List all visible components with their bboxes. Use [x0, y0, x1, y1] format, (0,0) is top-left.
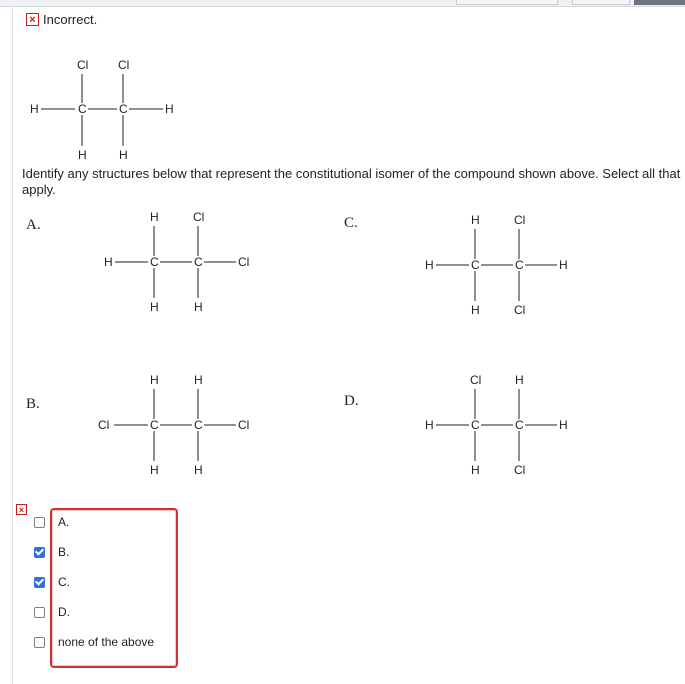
main-structure: [30, 58, 174, 162]
checkbox[interactable]: [34, 517, 45, 528]
question-text: Identify any structures below that represent the constitutional isomer of the compound shown above. Select all that apply.: [22, 166, 681, 197]
atom-label: H: [194, 463, 203, 477]
atom-label: H: [150, 463, 159, 477]
atom-label: H: [471, 463, 480, 477]
atom-label: Cl: [514, 213, 526, 227]
answer-option-c[interactable]: [34, 575, 70, 589]
atom-label: C: [119, 102, 128, 116]
atom-label: H: [150, 300, 159, 314]
atom-label: C: [78, 102, 87, 116]
atom-label: H: [471, 213, 480, 227]
answer-option-none[interactable]: [34, 635, 154, 649]
atom-label: H: [471, 303, 480, 317]
structure-b: [98, 373, 249, 477]
atom-label: H: [119, 148, 128, 162]
atom-label: C: [194, 255, 203, 269]
atom-label: H: [194, 373, 203, 387]
atom-label: Cl: [470, 373, 482, 387]
structure-d: [425, 373, 568, 477]
atom-label: H: [165, 102, 174, 116]
option-letter-c: C.: [344, 215, 358, 231]
atom-label: C: [150, 255, 159, 269]
option-letter-a: A.: [26, 217, 41, 233]
checkbox-checked[interactable]: [34, 577, 45, 588]
atom-label: H: [78, 148, 87, 162]
checkbox[interactable]: [34, 637, 45, 648]
answer-option-d[interactable]: [34, 605, 70, 619]
atom-label: C: [515, 418, 524, 432]
answer-option-a[interactable]: [34, 515, 69, 529]
atom-label: H: [194, 300, 203, 314]
checkbox-checked[interactable]: [34, 547, 45, 558]
atom-label: H: [30, 102, 39, 116]
atom-label: Cl: [238, 255, 250, 269]
answer-label: C.: [58, 575, 70, 589]
atom-label: H: [150, 210, 159, 224]
atom-label: H: [425, 418, 434, 432]
structure-c: [425, 213, 568, 317]
atom-label: Cl: [514, 303, 526, 317]
atom-label: H: [104, 255, 113, 269]
answer-label: A.: [58, 515, 70, 529]
atom-label: H: [559, 418, 568, 432]
option-letter-b: B.: [26, 396, 40, 412]
atom-label: C: [515, 258, 524, 272]
atom-label: Cl: [77, 58, 89, 72]
answer-label: none of the above: [58, 635, 155, 649]
atom-label: H: [150, 373, 159, 387]
atom-label: C: [194, 418, 203, 432]
atom-label: C: [471, 258, 480, 272]
checkbox[interactable]: [34, 607, 45, 618]
atom-label: Cl: [98, 418, 110, 432]
atom-label: H: [559, 258, 568, 272]
feedback-text: Incorrect.: [43, 12, 98, 27]
option-letter-d: D.: [344, 393, 359, 409]
atom-label: H: [515, 373, 524, 387]
atom-label: Cl: [118, 58, 130, 72]
atom-label: Cl: [514, 463, 526, 477]
incorrect-x-icon: ×: [26, 13, 39, 26]
atom-label: Cl: [238, 418, 250, 432]
answer-label: B.: [58, 545, 70, 559]
structure-a: [104, 210, 249, 314]
incorrect-x-icon: ×: [16, 504, 27, 515]
atom-label: C: [471, 418, 480, 432]
atom-label: H: [425, 258, 434, 272]
atom-label: C: [150, 418, 159, 432]
answer-option-b[interactable]: [34, 545, 69, 559]
atom-label: Cl: [193, 210, 205, 224]
answer-label: D.: [58, 605, 70, 619]
